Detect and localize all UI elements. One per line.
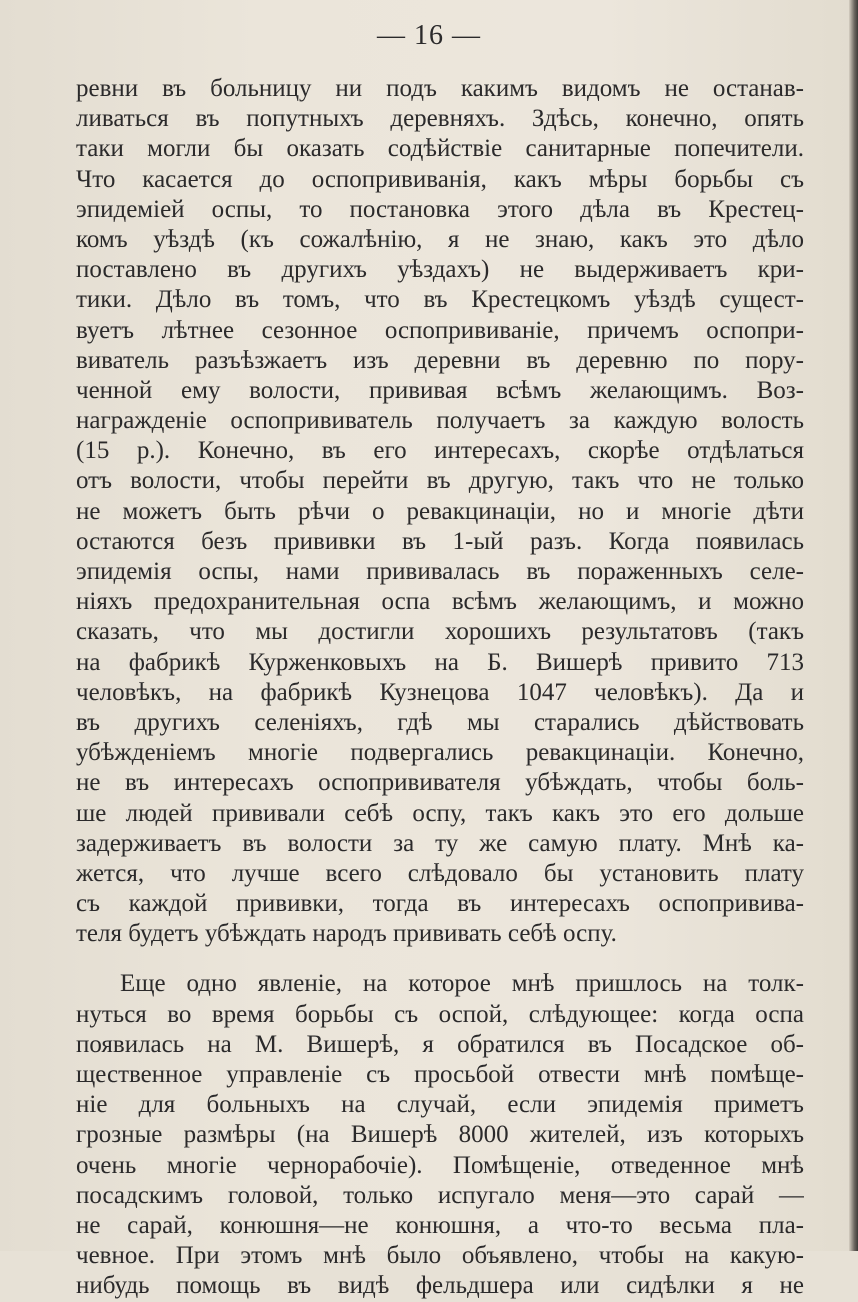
text-line: отъ волости, чтобы перейти въ другую, такъ что не только [76, 467, 804, 495]
text-line: грозные размѣры (на Вишерѣ 8000 жителей, изъ которыхъ [76, 1121, 804, 1149]
text-line: человѣкъ, на фабрикѣ Кузнецова 1047 человѣкъ). Да и [76, 678, 804, 706]
page-edge-shadow [849, 0, 858, 1251]
text-line: не сарай, конюшня—не конюшня, а что-то весьма пла- [76, 1211, 804, 1239]
text-line: поставлено въ другихъ уѣздахъ) не выдерживаетъ кри- [76, 256, 804, 284]
text-line: Что касается до оспопрививанія, какъ мѣры борьбы съ [76, 165, 804, 193]
text-line: ніе для больныхъ на случай, если эпидемія приметъ [76, 1091, 804, 1119]
paragraph-2 [76, 969, 804, 1301]
text-line: ше людей прививали себѣ оспу, такъ какъ это его дольше [76, 799, 804, 827]
text-line: посадскимъ головой, только испугало меня—это сарай — [76, 1181, 804, 1209]
text-line: эпидемія оспы, нами прививалась въ пораженныхъ селе- [76, 558, 804, 585]
text-line: ніяхъ предохранительная оспа всѣмъ желающимъ, и можно [76, 588, 804, 616]
text-line: жется, что лучше всего слѣдовало бы установить плату [76, 859, 804, 887]
text-line: виватель разъѣзжаетъ изъ деревни въ деревню по пору- [76, 346, 804, 374]
text-line: убѣжденіемъ многіе подвергались ревакцинаціи. Конечно, [76, 739, 804, 767]
text-line: ченной ему волости, прививая всѣмъ желающимъ. Воз- [76, 376, 804, 404]
text-line: щественное управленіе съ просьбой отвести мнѣ помѣще- [76, 1061, 804, 1088]
paragraph-1 [76, 74, 804, 949]
page-number: — 16 — [377, 20, 481, 51]
body-text [76, 74, 804, 1302]
text-line: въ другихъ селеніяхъ, гдѣ мы старались дѣйствовать [76, 708, 804, 736]
text-line: нибудь помощь въ видѣ фельдшера или сидѣлки я не [76, 1272, 804, 1300]
text-line: появилась на М. Вишерѣ, я обратился въ Посадское об- [76, 1030, 804, 1058]
text-line: нуться во время борьбы съ оспой, слѣдующее: когда оспа [76, 1000, 804, 1028]
text-line: сказать, что мы достигли хорошихъ результатовъ (такъ [76, 618, 804, 646]
text-line: тики. Дѣло въ томъ, что въ Крестецкомъ уѣздѣ сущест- [76, 286, 804, 314]
text-line: ливаться въ попутныхъ деревняхъ. Здѣсь, конечно, опять [76, 105, 804, 133]
text-line: съ каждой прививки, тогда въ интересахъ оспопривива- [76, 890, 804, 918]
text-line: очень многіе чернорабочіе). Помѣщеніе, отведенное мнѣ [76, 1151, 804, 1179]
text-line: теля будетъ убѣждать народъ прививать себѣ оспу. [76, 920, 617, 948]
text-line: эпидеміей оспы, то постановка этого дѣла въ Крестец- [76, 195, 804, 223]
text-line: (15 р.). Конечно, въ его интересахъ, скорѣе отдѣлаться [76, 437, 804, 465]
text-line: на фабрикѣ Курженковыхъ на Б. Вишерѣ привито 713 [76, 648, 804, 676]
text-line: не въ интересахъ оспопрививателя убѣждать, чтобы боль- [76, 769, 804, 797]
text-line: награжденіе оспопрививатель получаетъ за каждую волость [76, 407, 804, 435]
text-line: чевное. При этомъ мнѣ было объявлено, чтобы на какую- [76, 1242, 804, 1270]
text-line: задерживаетъ въ волости за ту же самую плату. Мнѣ ка- [76, 829, 804, 857]
paragraph-spacer [76, 949, 804, 969]
text-line: Еще одно явленіе, на которое мнѣ пришлось на толк- [120, 970, 804, 998]
text-line: вуетъ лѣтнее сезонное оспопрививаніе, причемъ оспопри- [76, 316, 804, 344]
text-line: не можетъ быть рѣчи о ревакцинаціи, но и многіе дѣти [76, 497, 804, 525]
text-line: остаются безъ прививки въ 1-ый разъ. Когда появилась [76, 527, 804, 555]
text-line: ревни въ больницу ни подъ какимъ видомъ не останав- [76, 75, 804, 102]
text-line: комъ уѣздѣ (къ сожалѣнію, я не знаю, какъ это дѣло [76, 225, 804, 253]
text-line: таки могли бы оказать содѣйствіе санитарные попечители. [76, 135, 804, 163]
